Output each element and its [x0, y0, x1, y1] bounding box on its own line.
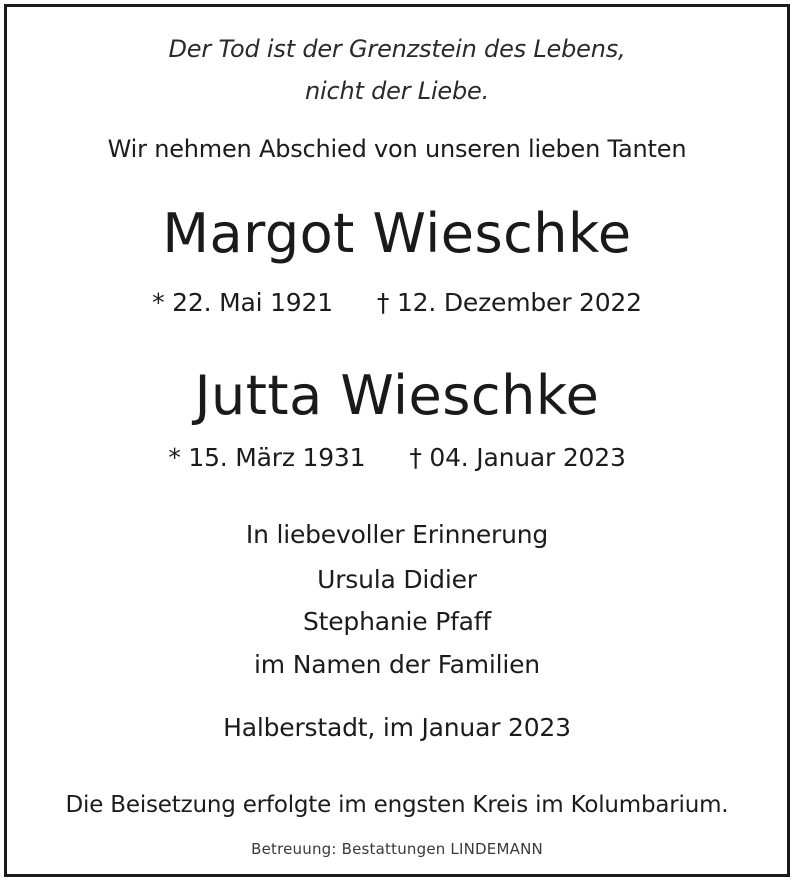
undertaker-credit: Betreuung: Bestattungen LINDEMANN [251, 840, 543, 858]
mourners-line-2: Ursula Didier [317, 565, 477, 594]
quote-line-1: Der Tod ist der Grenzstein des Lebens, [168, 35, 626, 63]
intro-text: Wir nehmen Abschied von unseren lieben Tanten [107, 135, 687, 163]
birth-date-1: * 22. Mai 1921 [152, 288, 333, 317]
death-date-1: † 12. Dezember 2022 [376, 288, 642, 317]
deceased-dates-2 [7, 443, 787, 472]
birth-date-2: * 15. März 1931 [168, 443, 366, 472]
mourners-line-1: In liebevoller Erinnerung [245, 520, 549, 549]
obituary-notice [4, 4, 790, 877]
death-date-2: † 04. Januar 2023 [409, 443, 626, 472]
deceased-name-2: Jutta Wieschke [194, 364, 600, 427]
place-date: Halberstadt, im Januar 2023 [223, 713, 571, 742]
funeral-note: Die Beisetzung erfolgte im engsten Kreis im Kolumbarium. [65, 792, 729, 818]
deceased-name-1: Margot Wieschke [162, 202, 632, 265]
quote-line-2: nicht der Liebe. [304, 77, 490, 105]
deceased-dates-1 [7, 288, 787, 317]
mourners-line-4: im Namen der Familien [254, 650, 540, 679]
mourners-line-3: Stephanie Pfaff [302, 607, 491, 636]
